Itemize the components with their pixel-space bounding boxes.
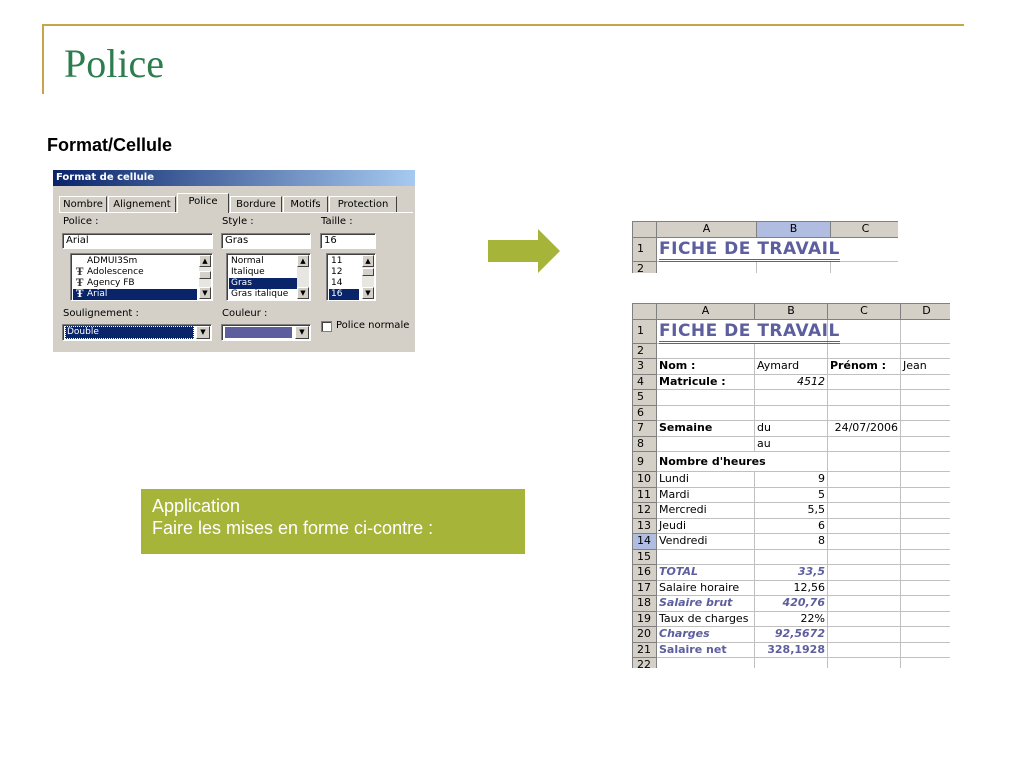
cell[interactable]: TOTAL xyxy=(657,565,755,581)
tab-bordure[interactable]: Bordure xyxy=(230,196,282,213)
chevron-down-icon[interactable]: ▼ xyxy=(295,326,309,339)
cell[interactable] xyxy=(755,405,828,421)
cell[interactable]: 9 xyxy=(755,472,828,488)
police-tab-panel xyxy=(59,212,413,352)
cell[interactable] xyxy=(828,405,901,421)
cell[interactable] xyxy=(828,518,901,534)
corner-cell[interactable] xyxy=(633,304,657,320)
row-header[interactable]: 16 xyxy=(633,565,657,581)
police-list[interactable] xyxy=(70,253,213,301)
truetype-icon: Ŧ xyxy=(76,267,84,278)
row-header[interactable]: 7 xyxy=(633,421,657,437)
cell[interactable] xyxy=(828,487,901,503)
cell[interactable] xyxy=(901,374,951,390)
soulignement-value: Double xyxy=(65,326,194,339)
application-box xyxy=(141,489,525,554)
row-header[interactable]: 12 xyxy=(633,503,657,519)
cell[interactable] xyxy=(828,611,901,627)
row-header[interactable]: 2 xyxy=(633,261,657,273)
cell[interactable] xyxy=(901,405,951,421)
police-scrollbar[interactable] xyxy=(199,255,211,299)
cell[interactable]: Lundi xyxy=(657,472,755,488)
title-rule-vertical xyxy=(42,24,44,94)
cell[interactable]: 8 xyxy=(755,534,828,550)
list-item-selected[interactable]: Arial xyxy=(73,289,197,300)
format-cell-dialog xyxy=(53,170,415,352)
cell[interactable]: Matricule : xyxy=(657,374,755,390)
scroll-down-icon[interactable]: ▼ xyxy=(297,287,309,299)
row-header[interactable]: 1 xyxy=(633,319,657,343)
cell[interactable] xyxy=(828,343,901,359)
column-header-b[interactable]: B xyxy=(755,304,828,320)
list-item[interactable]: Agency FB xyxy=(87,278,135,288)
list-item[interactable]: 11 xyxy=(331,256,343,266)
cell[interactable] xyxy=(828,627,901,643)
taille-list[interactable] xyxy=(326,253,376,301)
row-header[interactable]: 15 xyxy=(633,549,657,565)
cell[interactable]: Prénom : xyxy=(828,359,901,375)
row-header-active[interactable]: 14 xyxy=(633,534,657,550)
cell[interactable] xyxy=(901,421,951,437)
cell[interactable]: Taux de charges xyxy=(657,611,755,627)
cell[interactable]: au xyxy=(755,436,828,452)
cell[interactable] xyxy=(901,487,951,503)
row-header[interactable]: 22 xyxy=(633,658,657,669)
scroll-up-icon[interactable]: ▲ xyxy=(297,255,309,267)
cell[interactable] xyxy=(828,549,901,565)
cell[interactable] xyxy=(901,596,951,612)
row-header[interactable]: 10 xyxy=(633,472,657,488)
cell[interactable] xyxy=(901,472,951,488)
tab-protection[interactable]: Protection xyxy=(329,196,397,213)
scroll-down-icon[interactable]: ▼ xyxy=(199,287,211,299)
cell[interactable] xyxy=(657,549,755,565)
cell[interactable]: Semaine xyxy=(657,421,755,437)
row-header[interactable]: 5 xyxy=(633,390,657,406)
cell[interactable] xyxy=(657,390,755,406)
list-item[interactable]: 12 xyxy=(331,267,343,277)
scroll-thumb[interactable] xyxy=(199,271,211,279)
cell[interactable] xyxy=(901,658,951,669)
chevron-down-icon[interactable]: ▼ xyxy=(196,326,210,339)
cell[interactable]: Vendredi xyxy=(657,534,755,550)
row-header[interactable]: 3 xyxy=(633,359,657,375)
cell[interactable]: 420,76 xyxy=(755,596,828,612)
taille-label: Taille : xyxy=(321,216,353,227)
cell[interactable] xyxy=(901,452,951,472)
cell[interactable] xyxy=(901,565,951,581)
application-instruction: Faire les mises en forme ci-contre : xyxy=(152,518,434,538)
cell[interactable] xyxy=(828,390,901,406)
cell[interactable] xyxy=(657,261,757,273)
column-header-c[interactable]: C xyxy=(831,222,899,238)
list-item-selected[interactable]: Gras xyxy=(229,278,297,289)
cell[interactable] xyxy=(828,534,901,550)
row-header[interactable]: 4 xyxy=(633,374,657,390)
cell[interactable]: Jeudi xyxy=(657,518,755,534)
style-scrollbar[interactable] xyxy=(297,255,309,299)
dialog-title: Format de cellule xyxy=(53,170,415,186)
list-item[interactable]: Italique xyxy=(231,267,265,277)
list-item[interactable]: Adolescence xyxy=(87,267,144,277)
cell[interactable]: Nom : xyxy=(657,359,755,375)
row-header[interactable]: 9 xyxy=(633,452,657,472)
cell-a1[interactable] xyxy=(657,237,899,261)
cell[interactable]: 92,5672 xyxy=(755,627,828,643)
cell[interactable]: 5 xyxy=(755,487,828,503)
taille-input[interactable]: 16 xyxy=(320,233,376,249)
cell[interactable] xyxy=(828,642,901,658)
cell[interactable]: Mardi xyxy=(657,487,755,503)
cell[interactable] xyxy=(755,343,828,359)
cell[interactable]: Salaire net xyxy=(657,642,755,658)
cell[interactable] xyxy=(901,436,951,452)
police-label: Police : xyxy=(63,216,99,227)
cell[interactable]: Salaire horaire xyxy=(657,580,755,596)
cell[interactable] xyxy=(901,642,951,658)
cell[interactable]: Nombre d'heures xyxy=(657,452,828,472)
soulignement-label: Soulignement : xyxy=(63,308,139,319)
cell[interactable] xyxy=(755,390,828,406)
cell[interactable]: 4512 xyxy=(755,374,828,390)
row-header[interactable]: 6 xyxy=(633,405,657,421)
cell[interactable] xyxy=(901,534,951,550)
cell[interactable]: du xyxy=(755,421,828,437)
cell[interactable] xyxy=(657,658,755,669)
arrow-right-icon xyxy=(488,229,560,273)
slide-title: Police xyxy=(64,41,164,86)
taille-scrollbar[interactable] xyxy=(362,255,374,299)
scroll-up-icon[interactable]: ▲ xyxy=(199,255,211,267)
cell[interactable] xyxy=(828,565,901,581)
cell[interactable] xyxy=(901,518,951,534)
cell[interactable] xyxy=(755,658,828,669)
cell[interactable] xyxy=(657,343,755,359)
cell[interactable] xyxy=(828,452,901,472)
cell[interactable] xyxy=(901,503,951,519)
cell[interactable] xyxy=(657,405,755,421)
cell[interactable] xyxy=(828,580,901,596)
cell-a1[interactable] xyxy=(657,319,840,343)
truetype-icon: Ŧ xyxy=(76,289,84,300)
spreadsheet-preview-large xyxy=(632,303,950,668)
cell[interactable]: 22% xyxy=(755,611,828,627)
cell[interactable] xyxy=(828,436,901,452)
title-rule-horizontal xyxy=(42,24,964,26)
list-item[interactable]: Normal xyxy=(231,256,264,266)
row-header[interactable]: 11 xyxy=(633,487,657,503)
cell[interactable] xyxy=(901,580,951,596)
column-header-b[interactable]: B xyxy=(757,222,831,238)
cell[interactable]: Mercredi xyxy=(657,503,755,519)
cell[interactable]: 24/07/2006 xyxy=(828,421,901,437)
cell[interactable]: Charges xyxy=(657,627,755,643)
corner-cell[interactable] xyxy=(633,222,657,238)
cell[interactable] xyxy=(657,436,755,452)
row-header[interactable]: 2 xyxy=(633,343,657,359)
truetype-icon: Ŧ xyxy=(76,278,84,289)
cell[interactable]: 5,5 xyxy=(755,503,828,519)
cell[interactable] xyxy=(901,611,951,627)
row-header[interactable]: 21 xyxy=(633,642,657,658)
scroll-thumb[interactable] xyxy=(362,268,374,276)
couleur-select[interactable] xyxy=(221,324,311,341)
color-swatch xyxy=(225,327,292,338)
row-header[interactable]: 18 xyxy=(633,596,657,612)
cell[interactable] xyxy=(901,549,951,565)
cell[interactable] xyxy=(828,596,901,612)
list-item[interactable]: 14 xyxy=(331,278,343,288)
cell[interactable] xyxy=(828,472,901,488)
tab-alignement[interactable]: Alignement xyxy=(108,196,176,213)
tab-nombre[interactable]: Nombre xyxy=(59,196,107,213)
slide-subtitle: Format/Cellule xyxy=(47,135,173,155)
row-header[interactable]: 13 xyxy=(633,518,657,534)
row-header[interactable]: 8 xyxy=(633,436,657,452)
cell[interactable] xyxy=(828,374,901,390)
list-item-selected[interactable]: 16 xyxy=(329,289,359,300)
cell[interactable]: 328,1928 xyxy=(755,642,828,658)
police-normale-checkbox[interactable] xyxy=(321,321,332,332)
fiche-title: FICHE DE TRAVAIL xyxy=(659,321,840,344)
cell[interactable] xyxy=(901,627,951,643)
cell[interactable] xyxy=(757,261,831,273)
cell[interactable]: Aymard xyxy=(755,359,828,375)
list-item[interactable]: Gras italique xyxy=(231,289,289,299)
row-header[interactable]: 19 xyxy=(633,611,657,627)
column-header-a[interactable]: A xyxy=(657,304,755,320)
scroll-down-icon[interactable]: ▼ xyxy=(362,287,374,299)
police-normale-label: Police normale xyxy=(336,320,410,331)
cell[interactable]: 33,5 xyxy=(755,565,828,581)
row-header[interactable]: 20 xyxy=(633,627,657,643)
cell[interactable]: 6 xyxy=(755,518,828,534)
soulignement-select[interactable] xyxy=(62,324,212,341)
cell[interactable] xyxy=(901,319,951,343)
scroll-up-icon[interactable]: ▲ xyxy=(362,255,374,267)
row-header[interactable]: 17 xyxy=(633,580,657,596)
couleur-label: Couleur : xyxy=(222,308,268,319)
tab-motifs[interactable]: Motifs xyxy=(283,196,328,213)
cell[interactable] xyxy=(755,549,828,565)
list-item[interactable]: ADMUI3Sm xyxy=(87,256,138,266)
spreadsheet-preview-small xyxy=(632,221,898,273)
style-label: Style : xyxy=(222,216,254,227)
cell[interactable] xyxy=(828,658,901,669)
cell[interactable] xyxy=(828,503,901,519)
cell[interactable]: Jean xyxy=(901,359,951,375)
police-input[interactable]: Arial xyxy=(62,233,213,249)
style-list[interactable] xyxy=(226,253,311,301)
tab-police[interactable]: Police xyxy=(177,193,229,213)
style-input[interactable]: Gras xyxy=(221,233,311,249)
cell[interactable] xyxy=(901,343,951,359)
column-header-a[interactable]: A xyxy=(657,222,757,238)
cell[interactable] xyxy=(901,390,951,406)
column-header-c[interactable]: C xyxy=(828,304,901,320)
cell[interactable] xyxy=(831,261,899,273)
cell[interactable]: Salaire brut xyxy=(657,596,755,612)
cell[interactable]: 12,56 xyxy=(755,580,828,596)
application-title: Application xyxy=(152,496,241,516)
column-header-d[interactable]: D xyxy=(901,304,951,320)
row-header[interactable]: 1 xyxy=(633,237,657,261)
fiche-title: FICHE DE TRAVAIL xyxy=(659,239,840,262)
